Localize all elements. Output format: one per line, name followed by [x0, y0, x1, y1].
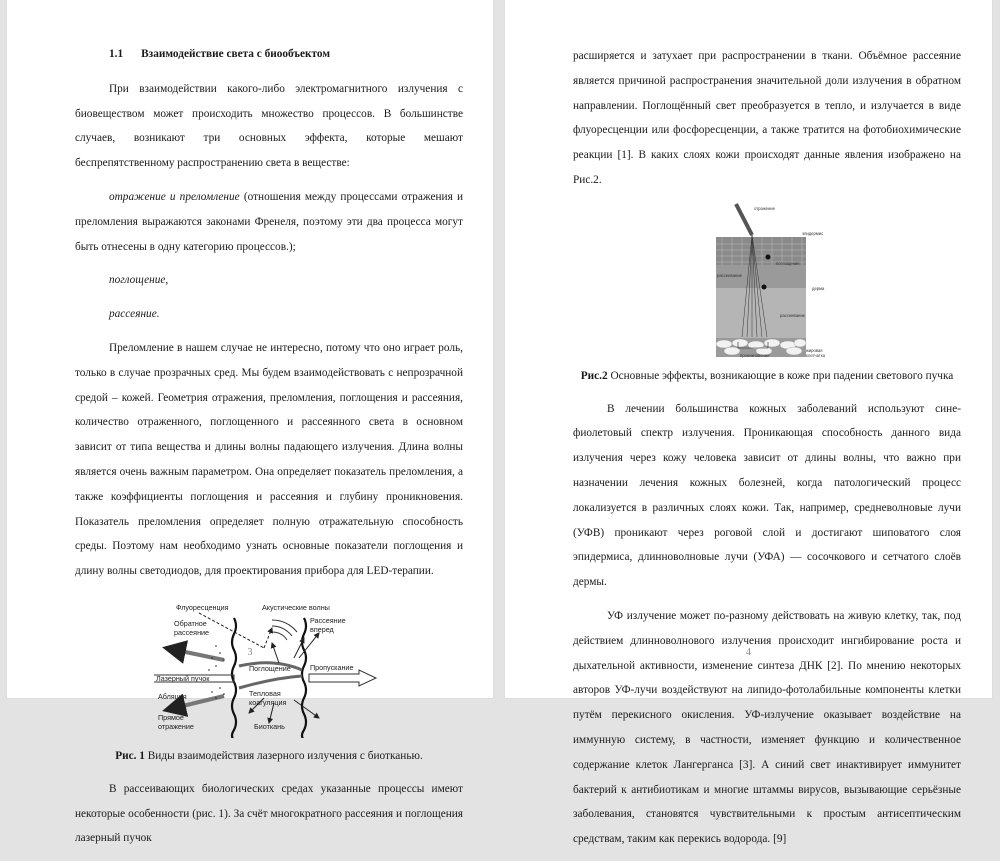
label-scattering-1: рассеивание: [717, 272, 743, 278]
item-term: отражение и преломление: [109, 190, 240, 203]
label-thermal-1: Тепловая: [249, 688, 281, 698]
caption-label: Рис.2: [580, 369, 608, 382]
page-4: [505, 0, 992, 846]
label-scattering-2: рассеивание: [780, 312, 806, 318]
label-thermal-2: коагуляция: [249, 697, 287, 707]
label-back-scatter-2: рассеяние: [174, 627, 210, 637]
page-3: [7, 0, 493, 845]
heading-number: 1.1: [109, 48, 124, 60]
label-direct-reflection-1: Прямое: [158, 712, 184, 722]
caption-label: Рис. 1: [115, 749, 145, 762]
label-back-scatter-1: Обратное: [174, 618, 207, 628]
paragraph: В лечении большинства кожных заболеваний используют сине-фиолетовый спектр излучения. Проникающая способность данного вида излучения через кожу человека зависит от длины волны, что важно при назначении лечения кожных болезней, когда патологический процесс локализуется в различных слоях кожи. Так, например, средневолновые лучи (УФВ) проникают через роговой слой и достигают шиповатого слоя эпидермиса, длинноволновые лучи (УФА) — сосочкового и сетчатого слоёв дермы.: [573, 402, 961, 589]
page-number: 4: [746, 647, 751, 658]
section-heading: [75, 42, 463, 67]
label-ablation: Абляция: [158, 691, 187, 701]
caption-text: Основные эффекты, возникающие в коже при падении светового пучка: [607, 369, 954, 382]
list-item: [75, 185, 463, 259]
label-transmission: Пропускание: [310, 662, 354, 672]
paragraph: В рассеивающих биологических средах указанные процессы имеют некоторые особенности (рис. 1). За счёт многократного рассеяния и поглощения лазерный пучок: [75, 782, 463, 845]
label-laser-beam: Лазерный пучок: [156, 673, 210, 683]
paragraph: Преломление в нашем случае не интересно, потому что оно играет роль, только в случае прозрачных сред. Мы будем взаимодействовать с непрозрачной средой – кожей. Геометрия отражения, преломления, поглощения и рассеяния, количество отраженного, поглощенного и рассеянного света в основном зависит от типа вещества и длины волны падающего излучения. Длина волны является очень важным параметром. Она определяет показатель преломления, а также коэффициенты поглощения и рассеяния и глубину проникновения. Показатель преломления определяет полную отражательную способность среды. Поэтому нам необходимо узнать основные показатели поглощения и длину волны светодиодов, для проектирования прибора для LED-терапии.: [75, 341, 463, 578]
label-forward-scatter-2: вперед: [310, 624, 334, 634]
label-biotissue: Биоткань: [254, 721, 285, 731]
page-3-content: [75, 42, 463, 860]
paragraph: расширяется и затухает при распространении в ткани. Объёмное рассеяние является причиной распространения значительной доли излучения в обратном направлении. Поглощённый свет преобразуется в тепло, и излучается в виде флуоресценции или фосфоресценции, а также тратится на фотобиохимические реакции [1]. В каких слоях кожи происходят данные явления изображено на Рис.2.: [573, 50, 961, 186]
label-fluorescence: Флуоресценция: [176, 602, 229, 612]
figure-1-laser-interaction-diagram: [154, 598, 384, 738]
item-text: (отношения между процессами отражения и преломления выражаются законами Френеля, поэтому эти два процесса могут быть отнесены в одну категорию процессов.);: [75, 190, 463, 253]
label-epidermis: эпидермис: [802, 230, 824, 236]
label-fat-2: клетчатка: [806, 352, 826, 358]
label-direct-reflection-2: отражение: [158, 721, 194, 731]
label-penetration: проникновение: [740, 352, 770, 358]
heading-text: Взаимодействие света с биообъектом: [141, 48, 331, 60]
paragraph: УФ излучение может по-разному действовать на живую клетку, так, под действием длинноволнового излучения происходит ингибирование роста и дыхательной активности, изменение синтеза ДНК [2]. По мнению некоторых авторов УФ-лучи воздействуют на липидо-фотолабильные компоненты клетки путём перекисного окисления. УФ-излучение оказывает воздействие на иммунную систему, в частности, изменяет функцию и количественное содержание клеток Лангерганса [3]. А синий свет инактивирует иммунитет бактерий к антибиотикам и многие штаммы вирусов, вызывающие серьёзные заболевания, становятся чувствительными к простым антисептическим средствам, таким как перекись водорода. [9]: [573, 609, 961, 846]
label-absorption: Поглощение: [249, 663, 291, 673]
label-fat-1: жировая: [806, 347, 823, 353]
figure-2-caption: [573, 364, 961, 389]
list-item: поглощение,: [109, 274, 169, 287]
label-absorption: поглощение: [776, 260, 800, 266]
caption-text: Виды взаимодействия лазерного излучения с биотканью.: [144, 749, 423, 762]
label-acoustic-waves: Акустические волны: [262, 602, 330, 612]
label-dermis: дерма: [812, 285, 825, 291]
figure-2-skin-layers-diagram: [702, 202, 832, 360]
figure-1-caption: [75, 744, 463, 769]
list-item: рассеяние.: [109, 308, 160, 321]
page-4-content: [573, 44, 961, 861]
page-number: 3: [247, 647, 253, 658]
label-reflection: отражение: [754, 205, 775, 211]
label-forward-scatter-1: Рассеяние: [310, 615, 346, 625]
paragraph: При взаимодействии какого-либо электромагнитного излучения с биовеществом может происходить множество процессов. В большинстве случаев, возникают три основных эффекта, которые мешают беспрепятственному распространению света в веществе:: [75, 82, 463, 170]
